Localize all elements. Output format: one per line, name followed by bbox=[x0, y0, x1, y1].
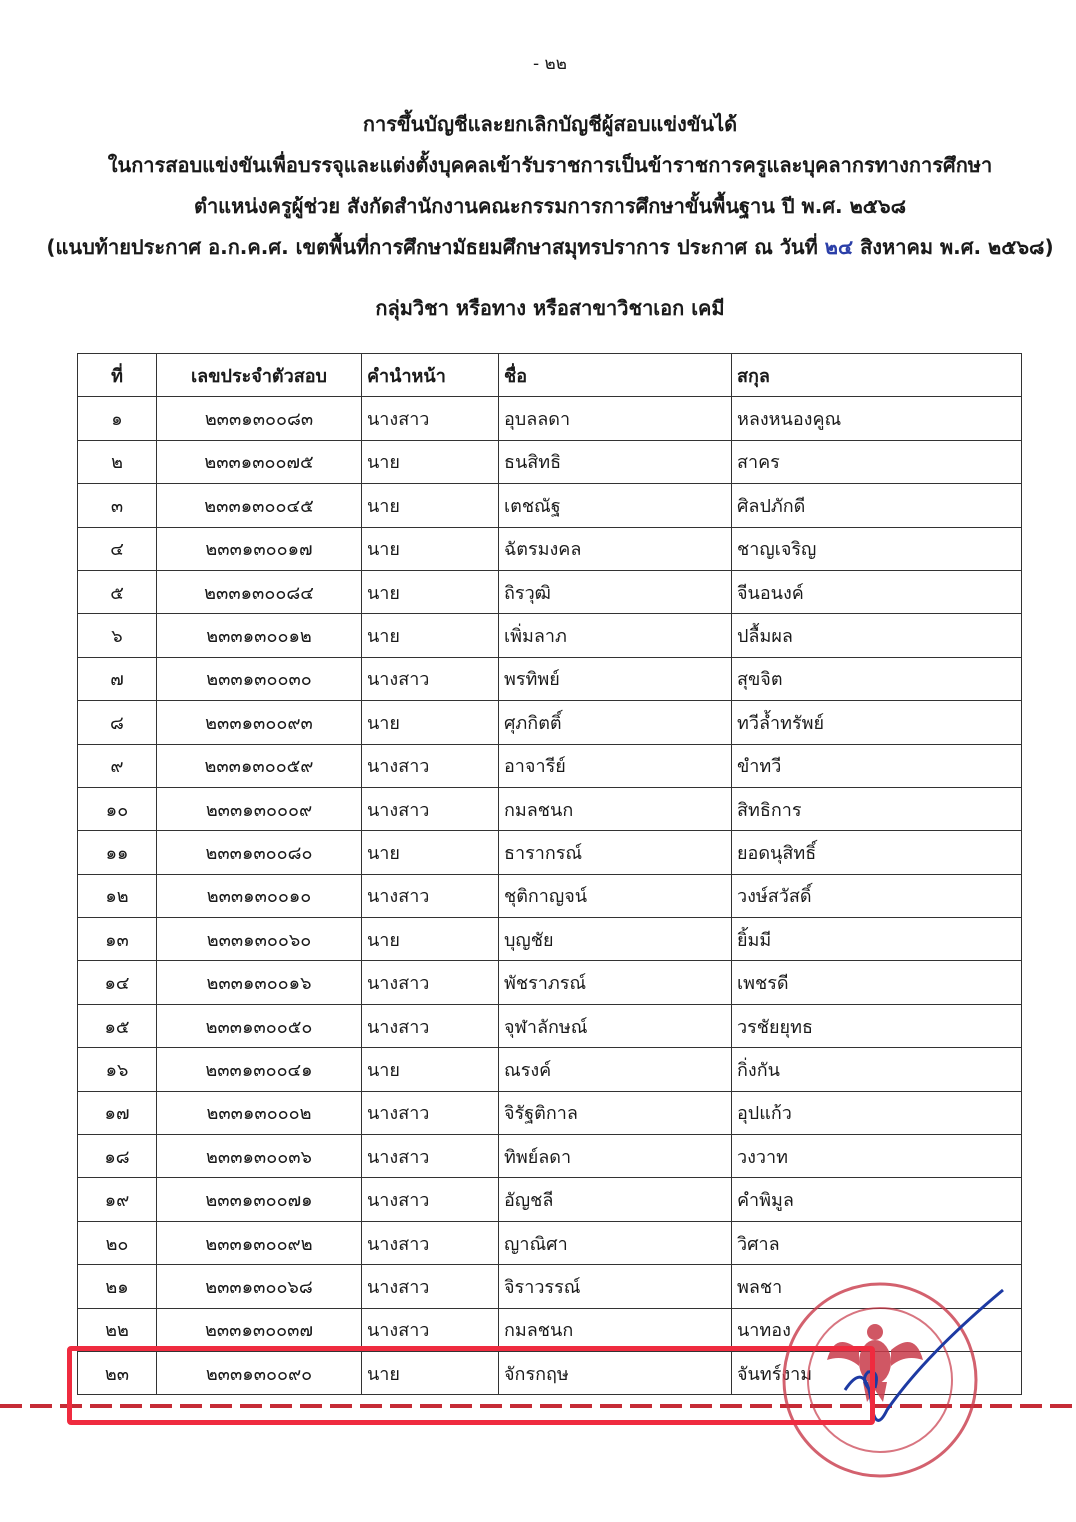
cell-first-name: จุฬาลักษณ์ bbox=[499, 1004, 732, 1047]
cell-prefix: นางสาว bbox=[362, 874, 499, 917]
cell-exam-id: ๒๓๓๑๓๐๐๑๖ bbox=[157, 961, 362, 1004]
cell-last-name: จีนอนงค์ bbox=[732, 570, 1022, 613]
cell-exam-id: ๒๓๓๑๓๐๐๘๔ bbox=[157, 570, 362, 613]
table-row bbox=[78, 961, 1022, 1004]
document-title bbox=[0, 104, 1076, 268]
cell-number: ๓ bbox=[78, 484, 157, 527]
cell-prefix: นางสาว bbox=[362, 397, 499, 440]
cell-last-name: ชาญเจริญ bbox=[732, 527, 1022, 570]
table-row bbox=[78, 831, 1022, 874]
announcement-day: ๒๔ bbox=[824, 235, 854, 259]
cell-first-name: ศุภกิตติ์ bbox=[499, 701, 732, 744]
cell-prefix: นางสาว bbox=[362, 744, 499, 787]
cell-number: ๕ bbox=[78, 570, 157, 613]
cell-last-name: ปลื้มผล bbox=[732, 614, 1022, 657]
cell-exam-id: ๒๓๓๑๓๐๐๐๙ bbox=[157, 787, 362, 830]
cell-prefix: นาย bbox=[362, 831, 499, 874]
cell-number: ๒ bbox=[78, 440, 157, 483]
cell-number: ๑๕ bbox=[78, 1004, 157, 1047]
cell-prefix: นางสาว bbox=[362, 1265, 499, 1308]
cell-number: ๒๐ bbox=[78, 1221, 157, 1264]
title-line-4-suffix: สิงหาคม พ.ศ. ๒๕๖๘) bbox=[860, 235, 1054, 259]
cell-prefix: นาย bbox=[362, 570, 499, 613]
cell-prefix: นาย bbox=[362, 527, 499, 570]
cell-exam-id: ๒๓๓๑๓๐๐๕๙ bbox=[157, 744, 362, 787]
cell-exam-id: ๒๓๓๑๓๐๐๖๘ bbox=[157, 1265, 362, 1308]
cell-last-name: วิศาล bbox=[732, 1221, 1022, 1264]
highlight-box-row-23 bbox=[67, 1346, 875, 1425]
cell-number: ๙ bbox=[78, 744, 157, 787]
cell-exam-id: ๒๓๓๑๓๐๐๓๖ bbox=[157, 1135, 362, 1178]
cell-first-name: ณรงค์ bbox=[499, 1048, 732, 1091]
cell-last-name: วรชัยยุทธ bbox=[732, 1004, 1022, 1047]
cell-number: ๘ bbox=[78, 701, 157, 744]
cell-exam-id: ๒๓๓๑๓๐๐๙๓ bbox=[157, 701, 362, 744]
cell-exam-id: ๒๓๓๑๓๐๐๘๓ bbox=[157, 397, 362, 440]
cell-number: ๑๔ bbox=[78, 961, 157, 1004]
cell-exam-id: ๒๓๓๑๓๐๐๓๗ bbox=[157, 1308, 362, 1351]
cell-last-name: ยอดนุสิทธิ์ bbox=[732, 831, 1022, 874]
table-row bbox=[78, 701, 1022, 744]
table-row bbox=[78, 657, 1022, 700]
cell-prefix: นาย bbox=[362, 1351, 499, 1394]
cell-first-name: ธารากรณ์ bbox=[499, 831, 732, 874]
cell-first-name: บุญชัย bbox=[499, 918, 732, 961]
cell-last-name: วงษ์สวัสดิ์ bbox=[732, 874, 1022, 917]
cell-number: ๑๙ bbox=[78, 1178, 157, 1221]
cell-first-name: กมลชนก bbox=[499, 1308, 732, 1351]
table-body bbox=[78, 397, 1022, 1395]
title-line-1: การขึ้นบัญชีและยกเลิกบัญชีผู้สอบแข่งขันได้ bbox=[362, 112, 738, 136]
table-row bbox=[78, 1178, 1022, 1221]
table-row bbox=[78, 1048, 1022, 1091]
cell-prefix: นางสาว bbox=[362, 961, 499, 1004]
cell-first-name: จิราวรรณ์ bbox=[499, 1265, 732, 1308]
cell-number: ๒๓ bbox=[78, 1351, 157, 1394]
cell-exam-id: ๒๓๓๑๓๐๐๔๕ bbox=[157, 484, 362, 527]
cell-number: ๑๒ bbox=[78, 874, 157, 917]
table-header-row bbox=[78, 354, 1022, 397]
cell-last-name: สิทธิการ bbox=[732, 787, 1022, 830]
cell-first-name: เพิ่มลาภ bbox=[499, 614, 732, 657]
cell-prefix: นางสาว bbox=[362, 1004, 499, 1047]
cell-exam-id: ๒๓๓๑๓๐๐๙๒ bbox=[157, 1221, 362, 1264]
cell-last-name: นาทอง bbox=[732, 1308, 1022, 1351]
table-row bbox=[78, 570, 1022, 613]
cell-first-name: เตชณัฐ bbox=[499, 484, 732, 527]
cell-exam-id: ๒๓๓๑๓๐๐๕๐ bbox=[157, 1004, 362, 1047]
cell-exam-id: ๒๓๓๑๓๐๐๗๕ bbox=[157, 440, 362, 483]
cell-number: ๒๒ bbox=[78, 1308, 157, 1351]
cell-first-name: จักรกฤษ bbox=[499, 1351, 732, 1394]
cell-first-name: จิรัฐติกาล bbox=[499, 1091, 732, 1134]
cell-prefix: นางสาว bbox=[362, 1221, 499, 1264]
cell-prefix: นาย bbox=[362, 484, 499, 527]
table-row bbox=[78, 787, 1022, 830]
cell-exam-id: ๒๓๓๑๓๐๐๑๗ bbox=[157, 527, 362, 570]
cell-last-name: อุปแก้ว bbox=[732, 1091, 1022, 1134]
header-last-name: สกุล bbox=[732, 354, 1022, 397]
cell-number: ๗ bbox=[78, 657, 157, 700]
cell-first-name: ญาณิศา bbox=[499, 1221, 732, 1264]
title-line-4 bbox=[0, 227, 1076, 268]
table-row bbox=[78, 874, 1022, 917]
table-row bbox=[78, 484, 1022, 527]
cell-last-name: ศิลปภักดี bbox=[732, 484, 1022, 527]
cell-number: ๑๘ bbox=[78, 1135, 157, 1178]
cell-prefix: นาย bbox=[362, 701, 499, 744]
table-row bbox=[78, 918, 1022, 961]
cell-last-name: หลงหนองคูณ bbox=[732, 397, 1022, 440]
cell-last-name: พลชา bbox=[732, 1265, 1022, 1308]
cell-number: ๖ bbox=[78, 614, 157, 657]
cell-last-name: ยิ้มมี bbox=[732, 918, 1022, 961]
subject-heading: กลุ่มวิชา หรือทาง หรือสาขาวิชาเอก เคมี bbox=[375, 296, 725, 320]
cell-exam-id: ๒๓๓๑๓๐๐๖๐ bbox=[157, 918, 362, 961]
cell-prefix: นาย bbox=[362, 440, 499, 483]
cell-prefix: นางสาว bbox=[362, 1091, 499, 1134]
cell-last-name: สาคร bbox=[732, 440, 1022, 483]
cell-first-name: อัญชลี bbox=[499, 1178, 732, 1221]
cell-prefix: นางสาว bbox=[362, 1308, 499, 1351]
cell-first-name: ทิพย์ลดา bbox=[499, 1135, 732, 1178]
table-row bbox=[78, 1004, 1022, 1047]
page-number: - ๒๒ bbox=[533, 54, 567, 74]
cell-first-name: ชุติกาญจน์ bbox=[499, 874, 732, 917]
title-line-4-prefix: (แนบท้ายประกาศ อ.ก.ค.ศ. เขตพื้นที่การศึกษามัธยมศึกษาสมุทรปราการ ประกาศ ณ วันที่ bbox=[46, 235, 818, 259]
cell-first-name: ธนสิทธิ bbox=[499, 440, 732, 483]
cell-number: ๒๑ bbox=[78, 1265, 157, 1308]
header-exam-id: เลขประจำตัวสอบ bbox=[157, 354, 362, 397]
table-row bbox=[78, 744, 1022, 787]
cell-last-name: คำพิมูล bbox=[732, 1178, 1022, 1221]
cell-prefix: นางสาว bbox=[362, 657, 499, 700]
cell-number: ๑๖ bbox=[78, 1048, 157, 1091]
candidate-table bbox=[77, 353, 1022, 1395]
cell-first-name: พัชราภรณ์ bbox=[499, 961, 732, 1004]
cell-prefix: นาย bbox=[362, 614, 499, 657]
cell-last-name: ขำทวี bbox=[732, 744, 1022, 787]
cell-exam-id: ๒๓๓๑๓๐๐๑๐ bbox=[157, 874, 362, 917]
cell-last-name: จันทร์งาม bbox=[732, 1351, 1022, 1394]
cell-exam-id: ๒๓๓๑๓๐๐๘๐ bbox=[157, 831, 362, 874]
cell-last-name: เพชรดี bbox=[732, 961, 1022, 1004]
cell-exam-id: ๒๓๓๑๓๐๐๗๑ bbox=[157, 1178, 362, 1221]
cell-prefix: นางสาว bbox=[362, 1178, 499, 1221]
table-row bbox=[78, 397, 1022, 440]
cell-number: ๑๑ bbox=[78, 831, 157, 874]
cell-first-name: อุบลลดา bbox=[499, 397, 732, 440]
cell-last-name: กิ่งกัน bbox=[732, 1048, 1022, 1091]
header-number: ที่ bbox=[78, 354, 157, 397]
title-line-2: ในการสอบแข่งขันเพื่อบรรจุและแต่งตั้งบุคคลเข้ารับราชการเป็นข้าราชการครูและบุคลากรทางการศึกษา bbox=[107, 153, 993, 177]
cell-number: ๑๓ bbox=[78, 918, 157, 961]
table-row bbox=[78, 440, 1022, 483]
cell-exam-id: ๒๓๓๑๓๐๐๔๑ bbox=[157, 1048, 362, 1091]
cell-exam-id: ๒๓๓๑๓๐๐๓๐ bbox=[157, 657, 362, 700]
cell-number: ๑ bbox=[78, 397, 157, 440]
table-row bbox=[78, 1091, 1022, 1134]
cell-first-name: ถิรวุฒิ bbox=[499, 570, 732, 613]
cell-first-name: ฉัตรมงคล bbox=[499, 527, 732, 570]
header-first-name: ชื่อ bbox=[499, 354, 732, 397]
cell-exam-id: ๒๓๓๑๓๐๐๙๐ bbox=[157, 1351, 362, 1394]
header-prefix: คำนำหน้า bbox=[362, 354, 499, 397]
cell-prefix: นางสาว bbox=[362, 1135, 499, 1178]
cell-exam-id: ๒๓๓๑๓๐๐๐๒ bbox=[157, 1091, 362, 1134]
table-row bbox=[78, 527, 1022, 570]
cell-last-name: วงวาท bbox=[732, 1135, 1022, 1178]
table-row bbox=[78, 1135, 1022, 1178]
cell-first-name: กมลชนก bbox=[499, 787, 732, 830]
cell-prefix: นางสาว bbox=[362, 787, 499, 830]
cell-first-name: พรทิพย์ bbox=[499, 657, 732, 700]
title-line-3: ตำแหน่งครูผู้ช่วย สังกัดสำนักงานคณะกรรมการการศึกษาขั้นพื้นฐาน ปี พ.ศ. ๒๕๖๘ bbox=[193, 194, 907, 218]
cell-number: ๑๗ bbox=[78, 1091, 157, 1134]
table-row bbox=[78, 614, 1022, 657]
cell-last-name: สุขจิต bbox=[732, 657, 1022, 700]
cell-number: ๑๐ bbox=[78, 787, 157, 830]
cell-prefix: นาย bbox=[362, 918, 499, 961]
cell-last-name: ทวีล้ำทรัพย์ bbox=[732, 701, 1022, 744]
cell-exam-id: ๒๓๓๑๓๐๐๑๒ bbox=[157, 614, 362, 657]
cell-prefix: นาย bbox=[362, 1048, 499, 1091]
cell-number: ๔ bbox=[78, 527, 157, 570]
cell-first-name: อาจารีย์ bbox=[499, 744, 732, 787]
